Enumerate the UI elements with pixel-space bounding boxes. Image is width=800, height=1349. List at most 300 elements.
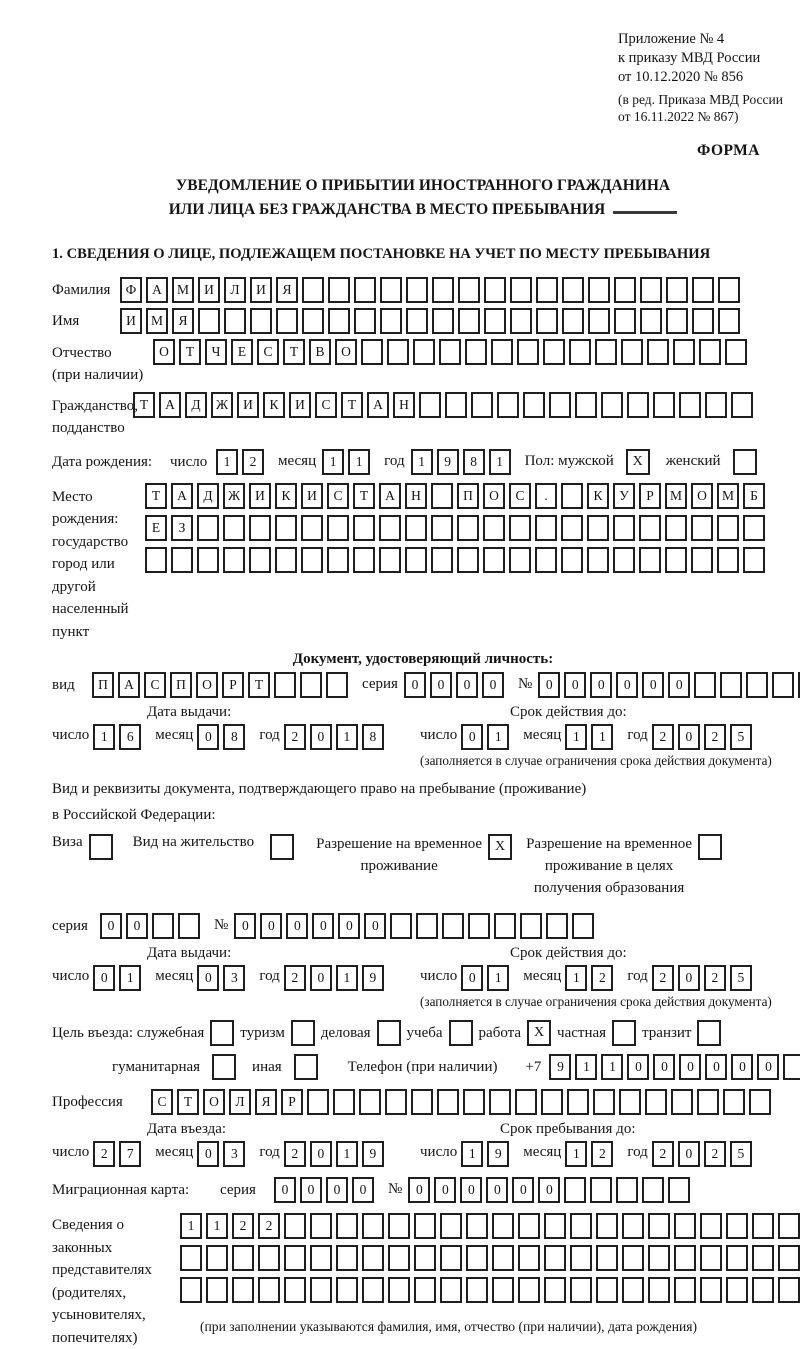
- char-cell[interactable]: [700, 1277, 722, 1303]
- char-cell[interactable]: [699, 339, 721, 365]
- char-cell[interactable]: [471, 392, 493, 418]
- char-cell[interactable]: [379, 547, 401, 573]
- char-cell[interactable]: [595, 339, 617, 365]
- char-cell[interactable]: 1: [119, 965, 141, 991]
- char-cell[interactable]: [509, 515, 531, 541]
- char-cell[interactable]: [671, 1089, 693, 1115]
- char-cell[interactable]: [515, 1089, 537, 1115]
- char-cell[interactable]: Л: [229, 1089, 251, 1115]
- char-cell[interactable]: 1: [336, 724, 358, 750]
- char-cell[interactable]: [431, 515, 453, 541]
- char-cell[interactable]: [249, 515, 271, 541]
- char-cell[interactable]: 0: [274, 1177, 296, 1203]
- char-cell[interactable]: С: [509, 483, 531, 509]
- char-cell[interactable]: 1: [461, 1141, 483, 1167]
- char-cell[interactable]: [301, 515, 323, 541]
- char-cell[interactable]: [484, 277, 506, 303]
- char-cell[interactable]: [180, 1245, 202, 1271]
- char-cell[interactable]: 0: [197, 724, 219, 750]
- char-cell[interactable]: [497, 392, 519, 418]
- char-cell[interactable]: [541, 1089, 563, 1115]
- char-cell[interactable]: [458, 277, 480, 303]
- char-cell[interactable]: 0: [590, 672, 612, 698]
- char-cell[interactable]: [622, 1213, 644, 1239]
- char-cell[interactable]: А: [118, 672, 140, 698]
- char-cell[interactable]: О: [196, 672, 218, 698]
- char-cell[interactable]: [509, 547, 531, 573]
- char-cell[interactable]: 0: [461, 965, 483, 991]
- char-cell[interactable]: [746, 672, 768, 698]
- char-cell[interactable]: И: [250, 277, 272, 303]
- char-cell[interactable]: [354, 308, 376, 334]
- char-cell[interactable]: 0: [310, 1141, 332, 1167]
- char-cell[interactable]: 0: [300, 1177, 322, 1203]
- char-cell[interactable]: 0: [126, 913, 148, 939]
- char-cell[interactable]: [749, 1089, 771, 1115]
- char-cell[interactable]: А: [146, 277, 168, 303]
- char-cell[interactable]: [354, 277, 376, 303]
- char-cell[interactable]: О: [335, 339, 357, 365]
- char-cell[interactable]: [388, 1245, 410, 1271]
- char-cell[interactable]: [544, 1245, 566, 1271]
- char-cell[interactable]: Т: [133, 392, 155, 418]
- char-cell[interactable]: [731, 392, 753, 418]
- char-cell[interactable]: [258, 1277, 280, 1303]
- char-cell[interactable]: [326, 672, 348, 698]
- char-cell[interactable]: [198, 308, 220, 334]
- char-cell[interactable]: [223, 547, 245, 573]
- char-cell[interactable]: [274, 672, 296, 698]
- char-cell[interactable]: Т: [179, 339, 201, 365]
- char-cell[interactable]: [697, 1089, 719, 1115]
- char-cell[interactable]: 0: [197, 965, 219, 991]
- char-cell[interactable]: Е: [231, 339, 253, 365]
- char-cell[interactable]: [492, 1213, 514, 1239]
- char-cell[interactable]: [492, 1277, 514, 1303]
- char-cell[interactable]: [520, 913, 542, 939]
- char-cell[interactable]: [440, 1277, 462, 1303]
- char-cell[interactable]: 2: [652, 965, 674, 991]
- char-cell[interactable]: 0: [678, 965, 700, 991]
- char-cell[interactable]: [197, 515, 219, 541]
- char-cell[interactable]: 0: [627, 1054, 649, 1080]
- char-cell[interactable]: 0: [352, 1177, 374, 1203]
- char-cell[interactable]: [752, 1213, 774, 1239]
- char-cell[interactable]: [561, 515, 583, 541]
- char-cell[interactable]: 1: [322, 449, 344, 475]
- char-cell[interactable]: 2: [284, 1141, 306, 1167]
- char-cell[interactable]: 9: [362, 965, 384, 991]
- char-cell[interactable]: [178, 913, 200, 939]
- char-cell[interactable]: М: [717, 483, 739, 509]
- char-cell[interactable]: [310, 1277, 332, 1303]
- char-cell[interactable]: [549, 392, 571, 418]
- purpose-study-checkbox[interactable]: [449, 1020, 473, 1046]
- char-cell[interactable]: [752, 1277, 774, 1303]
- char-cell[interactable]: [726, 1277, 748, 1303]
- char-cell[interactable]: [432, 277, 454, 303]
- purpose-business-checkbox[interactable]: [377, 1020, 401, 1046]
- sex-male-checkbox[interactable]: X: [626, 449, 650, 475]
- char-cell[interactable]: [206, 1277, 228, 1303]
- char-cell[interactable]: [614, 308, 636, 334]
- char-cell[interactable]: 0: [260, 913, 282, 939]
- char-cell[interactable]: [249, 547, 271, 573]
- char-cell[interactable]: 1: [336, 965, 358, 991]
- visa-checkbox[interactable]: [89, 834, 113, 860]
- char-cell[interactable]: 9: [549, 1054, 571, 1080]
- char-cell[interactable]: 0: [338, 913, 360, 939]
- char-cell[interactable]: [645, 1089, 667, 1115]
- char-cell[interactable]: [517, 339, 539, 365]
- char-cell[interactable]: [310, 1213, 332, 1239]
- char-cell[interactable]: И: [249, 483, 271, 509]
- char-cell[interactable]: [440, 1213, 462, 1239]
- char-cell[interactable]: [567, 1089, 589, 1115]
- char-cell[interactable]: [353, 515, 375, 541]
- char-cell[interactable]: [361, 339, 383, 365]
- char-cell[interactable]: [362, 1213, 384, 1239]
- char-cell[interactable]: 0: [460, 1177, 482, 1203]
- char-cell[interactable]: [717, 547, 739, 573]
- char-cell[interactable]: 0: [731, 1054, 753, 1080]
- char-cell[interactable]: Р: [639, 483, 661, 509]
- char-cell[interactable]: [640, 308, 662, 334]
- char-cell[interactable]: [232, 1245, 254, 1271]
- char-cell[interactable]: [232, 1277, 254, 1303]
- char-cell[interactable]: М: [172, 277, 194, 303]
- char-cell[interactable]: 9: [362, 1141, 384, 1167]
- char-cell[interactable]: 0: [679, 1054, 701, 1080]
- char-cell[interactable]: [653, 392, 675, 418]
- char-cell[interactable]: [674, 1213, 696, 1239]
- char-cell[interactable]: [492, 1245, 514, 1271]
- char-cell[interactable]: [327, 515, 349, 541]
- char-cell[interactable]: И: [301, 483, 323, 509]
- char-cell[interactable]: [385, 1089, 407, 1115]
- char-cell[interactable]: 0: [757, 1054, 779, 1080]
- char-cell[interactable]: [491, 339, 513, 365]
- char-cell[interactable]: П: [92, 672, 114, 698]
- char-cell[interactable]: [570, 1277, 592, 1303]
- char-cell[interactable]: [432, 308, 454, 334]
- char-cell[interactable]: [588, 277, 610, 303]
- char-cell[interactable]: [613, 515, 635, 541]
- char-cell[interactable]: 0: [312, 913, 334, 939]
- char-cell[interactable]: 2: [652, 724, 674, 750]
- char-cell[interactable]: [673, 339, 695, 365]
- char-cell[interactable]: [700, 1213, 722, 1239]
- char-cell[interactable]: [601, 392, 623, 418]
- char-cell[interactable]: М: [146, 308, 168, 334]
- char-cell[interactable]: 2: [242, 449, 264, 475]
- char-cell[interactable]: Н: [405, 483, 427, 509]
- char-cell[interactable]: [275, 547, 297, 573]
- char-cell[interactable]: И: [198, 277, 220, 303]
- char-cell[interactable]: [569, 339, 591, 365]
- char-cell[interactable]: [666, 277, 688, 303]
- char-cell[interactable]: [621, 339, 643, 365]
- char-cell[interactable]: [700, 1245, 722, 1271]
- char-cell[interactable]: [627, 392, 649, 418]
- char-cell[interactable]: [639, 515, 661, 541]
- char-cell[interactable]: [720, 672, 742, 698]
- char-cell[interactable]: С: [151, 1089, 173, 1115]
- char-cell[interactable]: 0: [364, 913, 386, 939]
- purpose-other-checkbox[interactable]: [294, 1054, 318, 1080]
- char-cell[interactable]: [587, 547, 609, 573]
- char-cell[interactable]: [561, 483, 583, 509]
- char-cell[interactable]: 0: [100, 913, 122, 939]
- edu-permit-checkbox[interactable]: [698, 834, 722, 860]
- temp-permit-checkbox[interactable]: X: [488, 834, 512, 860]
- char-cell[interactable]: 3: [223, 965, 245, 991]
- char-cell[interactable]: О: [153, 339, 175, 365]
- char-cell[interactable]: [223, 515, 245, 541]
- char-cell[interactable]: 0: [678, 1141, 700, 1167]
- char-cell[interactable]: 0: [93, 965, 115, 991]
- char-cell[interactable]: 5: [730, 724, 752, 750]
- char-cell[interactable]: [665, 515, 687, 541]
- char-cell[interactable]: [692, 308, 714, 334]
- char-cell[interactable]: [439, 339, 461, 365]
- char-cell[interactable]: [510, 277, 532, 303]
- char-cell[interactable]: П: [170, 672, 192, 698]
- char-cell[interactable]: У: [613, 483, 635, 509]
- char-cell[interactable]: [380, 277, 402, 303]
- char-cell[interactable]: 8: [463, 449, 485, 475]
- char-cell[interactable]: 2: [652, 1141, 674, 1167]
- char-cell[interactable]: [725, 339, 747, 365]
- char-cell[interactable]: 7: [119, 1141, 141, 1167]
- char-cell[interactable]: Е: [145, 515, 167, 541]
- char-cell[interactable]: 1: [487, 965, 509, 991]
- char-cell[interactable]: [414, 1213, 436, 1239]
- char-cell[interactable]: [483, 515, 505, 541]
- char-cell[interactable]: [564, 1177, 586, 1203]
- char-cell[interactable]: 0: [461, 724, 483, 750]
- char-cell[interactable]: [648, 1245, 670, 1271]
- char-cell[interactable]: 0: [326, 1177, 348, 1203]
- char-cell[interactable]: Т: [145, 483, 167, 509]
- char-cell[interactable]: Т: [353, 483, 375, 509]
- char-cell[interactable]: [692, 277, 714, 303]
- char-cell[interactable]: [723, 1089, 745, 1115]
- char-cell[interactable]: [431, 547, 453, 573]
- char-cell[interactable]: С: [144, 672, 166, 698]
- char-cell[interactable]: [588, 308, 610, 334]
- char-cell[interactable]: 0: [286, 913, 308, 939]
- char-cell[interactable]: [224, 308, 246, 334]
- char-cell[interactable]: [674, 1245, 696, 1271]
- char-cell[interactable]: [302, 277, 324, 303]
- char-cell[interactable]: [561, 547, 583, 573]
- char-cell[interactable]: 1: [93, 724, 115, 750]
- char-cell[interactable]: [726, 1213, 748, 1239]
- char-cell[interactable]: 0: [616, 672, 638, 698]
- char-cell[interactable]: 0: [486, 1177, 508, 1203]
- residence-permit-checkbox[interactable]: [270, 834, 294, 860]
- char-cell[interactable]: О: [691, 483, 713, 509]
- char-cell[interactable]: М: [665, 483, 687, 509]
- char-cell[interactable]: [413, 339, 435, 365]
- purpose-official-checkbox[interactable]: [210, 1020, 234, 1046]
- char-cell[interactable]: [333, 1089, 355, 1115]
- char-cell[interactable]: [431, 483, 453, 509]
- char-cell[interactable]: [772, 672, 794, 698]
- char-cell[interactable]: [666, 308, 688, 334]
- char-cell[interactable]: [640, 277, 662, 303]
- char-cell[interactable]: С: [257, 339, 279, 365]
- char-cell[interactable]: [416, 913, 438, 939]
- char-cell[interactable]: 0: [234, 913, 256, 939]
- char-cell[interactable]: И: [289, 392, 311, 418]
- char-cell[interactable]: Ч: [205, 339, 227, 365]
- char-cell[interactable]: [536, 308, 558, 334]
- char-cell[interactable]: П: [457, 483, 479, 509]
- char-cell[interactable]: [406, 308, 428, 334]
- char-cell[interactable]: [489, 1089, 511, 1115]
- char-cell[interactable]: [379, 515, 401, 541]
- char-cell[interactable]: [546, 913, 568, 939]
- char-cell[interactable]: Ж: [211, 392, 233, 418]
- char-cell[interactable]: [411, 1089, 433, 1115]
- char-cell[interactable]: [535, 547, 557, 573]
- char-cell[interactable]: [691, 515, 713, 541]
- char-cell[interactable]: [679, 392, 701, 418]
- char-cell[interactable]: 0: [408, 1177, 430, 1203]
- char-cell[interactable]: [572, 913, 594, 939]
- char-cell[interactable]: [510, 308, 532, 334]
- char-cell[interactable]: [468, 913, 490, 939]
- char-cell[interactable]: Я: [255, 1089, 277, 1115]
- char-cell[interactable]: 5: [730, 965, 752, 991]
- char-cell[interactable]: Ф: [120, 277, 142, 303]
- char-cell[interactable]: [388, 1277, 410, 1303]
- char-cell[interactable]: [414, 1245, 436, 1271]
- char-cell[interactable]: Т: [283, 339, 305, 365]
- char-cell[interactable]: 1: [487, 724, 509, 750]
- char-cell[interactable]: [596, 1213, 618, 1239]
- char-cell[interactable]: 0: [705, 1054, 727, 1080]
- char-cell[interactable]: С: [327, 483, 349, 509]
- char-cell[interactable]: [442, 913, 464, 939]
- char-cell[interactable]: [642, 1177, 664, 1203]
- char-cell[interactable]: [328, 277, 350, 303]
- char-cell[interactable]: [523, 392, 545, 418]
- char-cell[interactable]: К: [275, 483, 297, 509]
- char-cell[interactable]: Д: [185, 392, 207, 418]
- purpose-tourism-checkbox[interactable]: [291, 1020, 315, 1046]
- char-cell[interactable]: А: [159, 392, 181, 418]
- char-cell[interactable]: [674, 1277, 696, 1303]
- char-cell[interactable]: [587, 515, 609, 541]
- char-cell[interactable]: 1: [216, 449, 238, 475]
- char-cell[interactable]: Р: [222, 672, 244, 698]
- char-cell[interactable]: 1: [180, 1213, 202, 1239]
- char-cell[interactable]: [483, 547, 505, 573]
- char-cell[interactable]: 2: [704, 965, 726, 991]
- char-cell[interactable]: С: [315, 392, 337, 418]
- char-cell[interactable]: [570, 1245, 592, 1271]
- char-cell[interactable]: [310, 1245, 332, 1271]
- char-cell[interactable]: 0: [678, 724, 700, 750]
- char-cell[interactable]: [778, 1245, 800, 1271]
- char-cell[interactable]: Ж: [223, 483, 245, 509]
- char-cell[interactable]: [250, 308, 272, 334]
- char-cell[interactable]: [562, 308, 584, 334]
- char-cell[interactable]: [544, 1277, 566, 1303]
- char-cell[interactable]: Т: [177, 1089, 199, 1115]
- char-cell[interactable]: [778, 1213, 800, 1239]
- char-cell[interactable]: [275, 515, 297, 541]
- char-cell[interactable]: [466, 1245, 488, 1271]
- char-cell[interactable]: 2: [704, 724, 726, 750]
- char-cell[interactable]: [336, 1213, 358, 1239]
- char-cell[interactable]: И: [237, 392, 259, 418]
- char-cell[interactable]: [562, 277, 584, 303]
- char-cell[interactable]: 2: [704, 1141, 726, 1167]
- char-cell[interactable]: 2: [258, 1213, 280, 1239]
- char-cell[interactable]: 1: [206, 1213, 228, 1239]
- char-cell[interactable]: 1: [411, 449, 433, 475]
- char-cell[interactable]: [336, 1277, 358, 1303]
- char-cell[interactable]: [544, 1213, 566, 1239]
- char-cell[interactable]: [705, 392, 727, 418]
- char-cell[interactable]: [783, 1054, 800, 1080]
- char-cell[interactable]: [665, 547, 687, 573]
- char-cell[interactable]: [536, 277, 558, 303]
- char-cell[interactable]: [362, 1277, 384, 1303]
- char-cell[interactable]: 2: [591, 1141, 613, 1167]
- char-cell[interactable]: [457, 515, 479, 541]
- char-cell[interactable]: [390, 913, 412, 939]
- sex-female-checkbox[interactable]: [733, 449, 757, 475]
- char-cell[interactable]: [284, 1245, 306, 1271]
- char-cell[interactable]: 9: [487, 1141, 509, 1167]
- char-cell[interactable]: [639, 547, 661, 573]
- char-cell[interactable]: 8: [223, 724, 245, 750]
- char-cell[interactable]: 2: [284, 965, 306, 991]
- char-cell[interactable]: 0: [642, 672, 664, 698]
- char-cell[interactable]: [752, 1245, 774, 1271]
- char-cell[interactable]: К: [263, 392, 285, 418]
- char-cell[interactable]: 2: [284, 724, 306, 750]
- char-cell[interactable]: [414, 1277, 436, 1303]
- char-cell[interactable]: [575, 392, 597, 418]
- char-cell[interactable]: [300, 672, 322, 698]
- char-cell[interactable]: [648, 1213, 670, 1239]
- char-cell[interactable]: [301, 547, 323, 573]
- char-cell[interactable]: Р: [281, 1089, 303, 1115]
- char-cell[interactable]: 1: [336, 1141, 358, 1167]
- char-cell[interactable]: 9: [437, 449, 459, 475]
- char-cell[interactable]: 1: [348, 449, 370, 475]
- char-cell[interactable]: [465, 339, 487, 365]
- char-cell[interactable]: 1: [591, 724, 613, 750]
- char-cell[interactable]: [180, 1277, 202, 1303]
- char-cell[interactable]: 1: [565, 1141, 587, 1167]
- char-cell[interactable]: [457, 547, 479, 573]
- char-cell[interactable]: 0: [653, 1054, 675, 1080]
- char-cell[interactable]: [518, 1245, 540, 1271]
- char-cell[interactable]: 2: [591, 965, 613, 991]
- char-cell[interactable]: [336, 1245, 358, 1271]
- char-cell[interactable]: В: [309, 339, 331, 365]
- char-cell[interactable]: [152, 913, 174, 939]
- char-cell[interactable]: [518, 1277, 540, 1303]
- char-cell[interactable]: [613, 547, 635, 573]
